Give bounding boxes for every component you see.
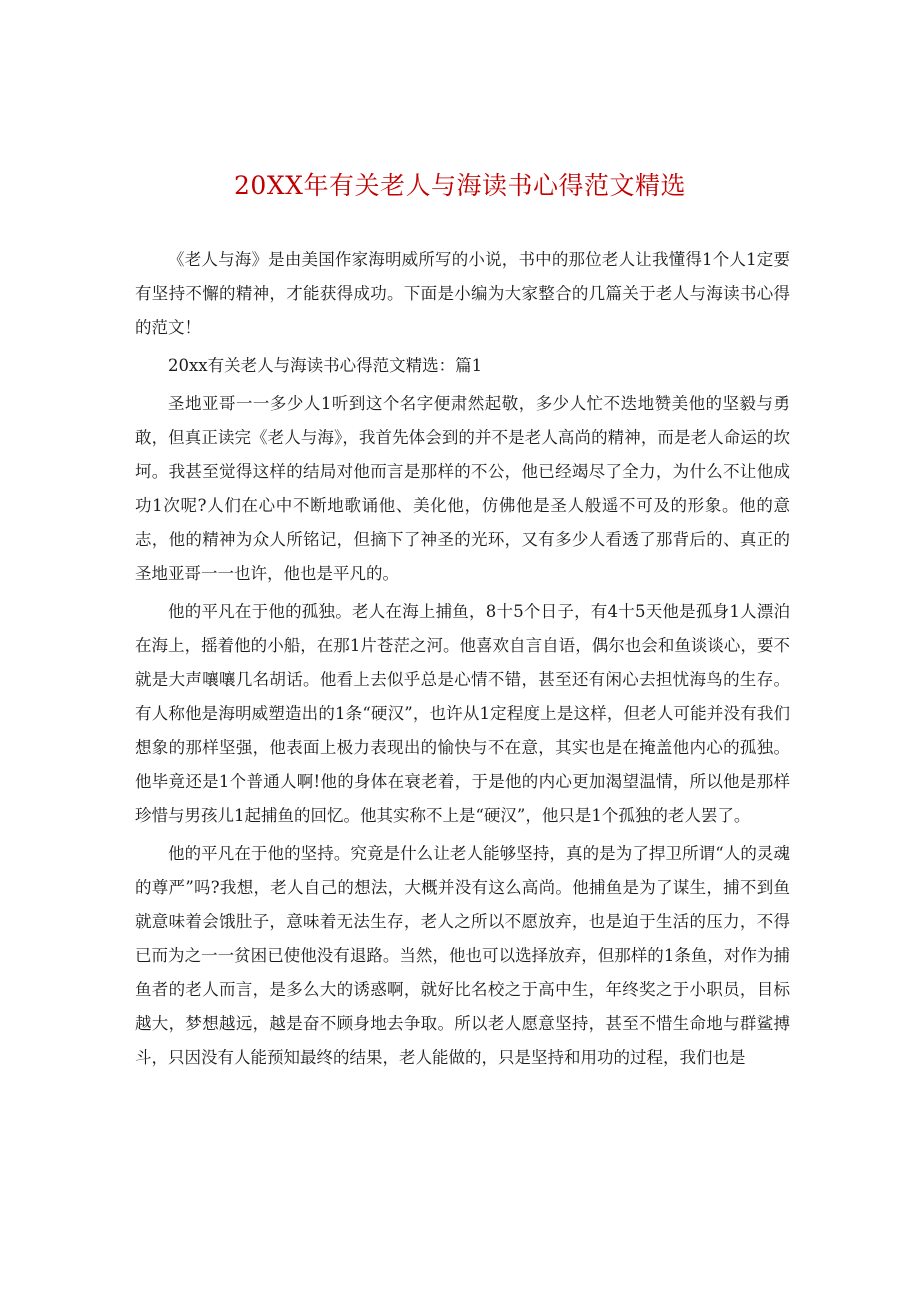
body-paragraph-3: 他的平凡在于他的坚持。究竟是什么让老人能够坚持，真的是为了捍卫所谓“人的灵魂的尊严”吗?我想，老人自己的想法，大概并没有这么高尚。他捕鱼是为了谋生，捕不到鱼就意味着会饿肚子，意味着无法生存，老人之所以不愿放弃，也是迫于生活的压力，不得已而为之一一贫困已使他没有退路。当然，他也可以选择放弃，但那样的1条鱼，对作为捕鱼者的老人而言，是多么大的诱惑啊，就好比名校之于高中生，年终奖之于小职员，目标越大，梦想越远，越是奋不顾身地去争取。所以老人愿意坚持，甚至不惜生命地与群鲨搏斗，只因没有人能预知最终的结果，老人能做的，只是坚持和用功的过程，我们也是 <box>135 844 790 1067</box>
body-paragraph-2: 他的平凡在于他的孤独。老人在海上捕鱼，8十5个日子，有4十5天他是孤身1人漂泊在海上，摇着他的小船，在那1片苍茫之河。他喜欢自言自语，偶尔也会和鱼谈谈心，要不就是大声嚷嚷几名胡话。他看上去似乎总是心情不错，甚至还有闲心去担忧海鸟的生存。有人称他是海明威塑造出的1条“硬汉”，也许从1定程度上是这样，但老人可能并没有我们想象的那样坚强，他表面上极力表现出的愉快与不在意，其实也是在掩盖他内心的孤独。他毕竟还是1个普通人啊!他的身体在衰老着，于是他的内心更加渴望温情，所以他是那样珍惜与男孩儿1起捕鱼的回忆。他其实称不上是“硬汉”，他只是1个孤独的老人罢了。 <box>135 602 790 825</box>
document-body <box>135 243 790 1079</box>
intro-paragraph: 《老人与海》是由美国作家海明威所写的小说，书中的那位老人让我懂得1个人1定要有坚持不懈的精神，才能获得成功。下面是小编为大家整合的几篇关于老人与海读书心得的范文！ <box>135 250 790 337</box>
body-paragraph-1: 圣地亚哥一一多少人1听到这个名字便肃然起敬，多少人忙不迭地赞美他的坚毅与勇敢，但真正读完《老人与海》，我首先体会到的并不是老人高尚的精神，而是老人命运的坎坷。我甚至觉得这样的结局对他而言是那样的不公，他已经竭尽了全力，为什么不让他成功1次呢?人们在心中不断地歌诵他、美化他，仿佛他是圣人般遥不可及的形象。他的意志，他的精神为众人所铭记，但摘下了神圣的光环，又有多少人看透了那背后的、真正的圣地亚哥一一也许，他也是平凡的。 <box>135 394 790 583</box>
document-title: 20XX年有关老人与海读书心得范文精选 <box>234 171 686 200</box>
section-heading: 20xx有关老人与海读书心得范文精选：篇1 <box>168 356 483 375</box>
